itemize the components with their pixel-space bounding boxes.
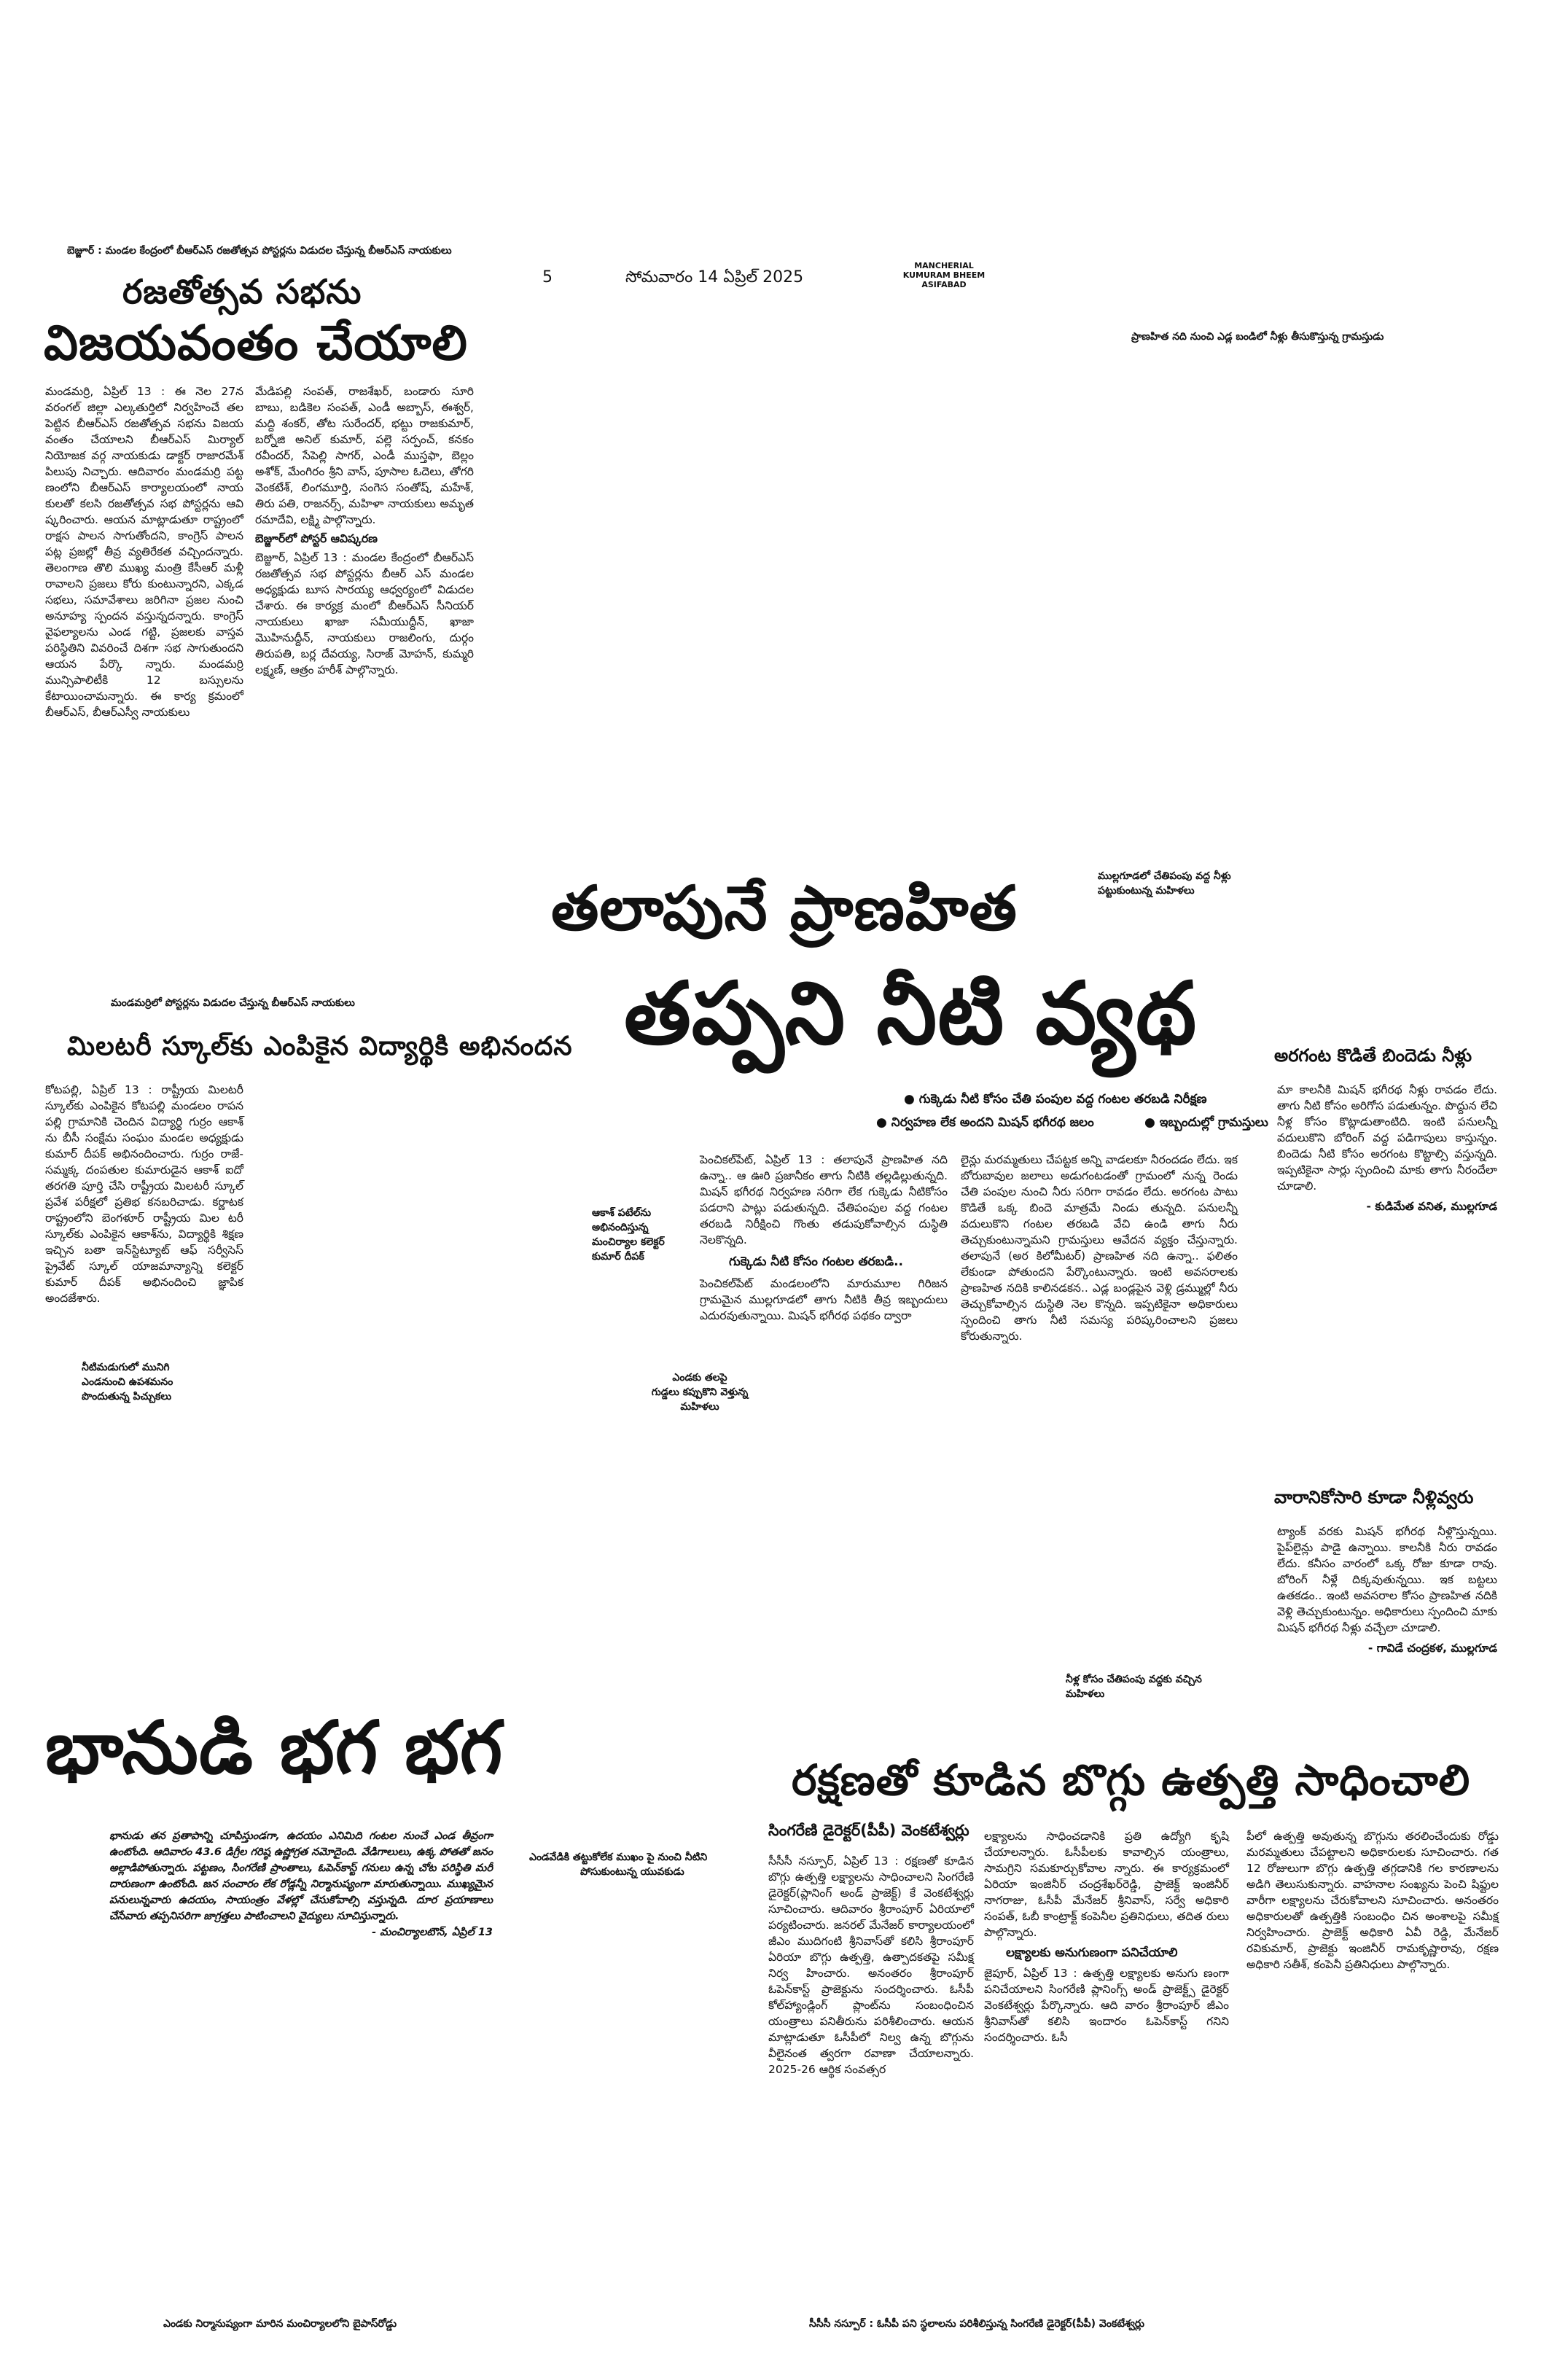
sidebar2-body bbox=[1277, 1523, 1497, 1656]
caption-line: కుమార్ దీపక్ bbox=[592, 1251, 644, 1263]
sidebar2-byline: - గావిడే చంద్రకళ, ముల్లగూడ bbox=[1367, 1642, 1497, 1655]
story2-body-text: కోటపల్లి, ఏప్రిల్ 13 : రాష్ట్రీయ మిలటరీ స్కూల్‌కు ఎంపికైన కోటపల్లి మండలం రాపన పల్లి గ్రామానికి చెందిన విద్యార్థి గుర్రం ఆకాశ్‌ ను బీసీ సంక్షేమ సంఘం మండల అధ్యక్షుడు కుమార్ దీపక్ అభినందించారు. గుర్రం రాజే-సమ్మక్క దంపతుల కుమారుడైన ఆకాశ్ ఐదో తరగతి పూర్తి చేసి రాష్ట్రీయ మిలటరీ స్కూల్ ప్రవేశ పరీక్షలో ప్రతిభ కనబరిచాడు. కర్ణాటక రాష్ట్రంలోని బెంగళూర్ రాష్ట్రీయ మిల టరీ స్కూల్‌కు ఎంపికైన ఆకాశ్‌ను, విద్యార్థికి శిక్షణ ఇచ్చిన బతా ఇన్‌స్టిట్యూట్ ఆఫ్ సర్వీసెస్ ప్రైవేట్ స్కూల్ యాజమాన్యాన్ని కలెక్టర్ కుమార్ దీపక్ అభినందించి జ్ఞాపిక అందజేశారు. bbox=[45, 1083, 243, 1305]
story4-col1-text: సీసీసీ నస్పూర్, ఏప్రిల్ 13 : రక్షణతో కూడిన బొగ్గు ఉత్పత్తి లక్ష్యాలను సాధించాలని సింగరేణి డైరెక్టర్(ప్లానింగ్ అండ్ ప్రాజెక్ట్) కే వెంకటేశ్వర్లు సూచించారు. ఆదివారం శ్రీరాంపూర్ ఏరియాలో పర్యటించారు. జనరల్ మేనేజర్ కార్యాలయంలో జీఎం ముదిగంటి శ్రీనివాస్‌తో కలిసి శ్రీరాంపూర్ ఏరియా బొగ్గు ఉత్పత్తి, ఉత్పాదకతపై సమీక్ష నిర్వ హించారు. అనంతరం శ్రీరాంపూర్ ఓపెన్‌కాస్ట్ ప్రాజెక్టును సందర్శించారు. ఓసీపీ కోల్‌హ్యాండ్లింగ్ ప్లాంట్‌ను సంబంధించిన యంత్రాలు పనితీరును పరిశీలించారు. ఆయన మాట్లాడుతూ ఓసీపీలో నిల్వ ఉన్న బొగ్గును వీలైనంత త్వరగా రవాణా చేయాలన్నారు. 2025-26 ఆర్థిక సంవత్సర bbox=[768, 1854, 974, 2076]
caption-line: గుడ్డలు కప్పుకొని వెళ్తున్న bbox=[651, 1386, 749, 1398]
story4-headline: రక్షణతో కూడిన బొగ్గు ఉత్పత్తి సాధించాలి bbox=[792, 1755, 1471, 1805]
caption-line: నీటిమడుగులో మునిగి bbox=[82, 1362, 170, 1373]
story1-photo-caption: బెజ్జూర్ : మండల కేంద్రంలో బీఆర్ఎస్ రజతోత్సవ పోస్టర్లను విడుదల చేస్తున్న బీఆర్ఎస్ నాయకులు bbox=[67, 245, 452, 257]
story4-column-1 bbox=[768, 1853, 974, 2077]
caption-line: ముల్లగూడలో చేతిపంపు వద్ద నీళ్లు bbox=[1098, 870, 1231, 882]
caption-line: పోసుకుంటున్న యువకుడు bbox=[580, 1866, 684, 1878]
sidebar1-title: అరగంట కొడితే బిందెడు నీళ్లు bbox=[1274, 1045, 1472, 1066]
lead-bullet-text: నిర్వహణ లేక అందని మిషన్ భగీరథ జలం bbox=[891, 1115, 1094, 1130]
caption-line: మహిళలు bbox=[1066, 1688, 1105, 1700]
caption-bottom-left: ఎండకు నిర్మానుష్యంగా మారిన మంచిర్యాలలోని బైపాస్‌రోడ్డు bbox=[163, 2318, 397, 2330]
lead-column-1 bbox=[700, 1152, 948, 1324]
caption-gundlam bbox=[82, 1360, 257, 1404]
sidebar1-body bbox=[1277, 1082, 1497, 1214]
caption-line: మంచిర్యాల కలెక్టర్ bbox=[592, 1236, 665, 1248]
story4-col2-text: లక్ష్యాలను సాధించడానికి ప్రతి ఉద్యోగి కృషి చేయాలన్నారు. ఓసీపీలకు కావాల్సిన యంత్రాలు, సామగ్రిని సమకూర్చుకోవాల న్నారు. ఈ కార్యక్రమంలో ఏరియా ఇంజినీర్ చంద్రశేఖర్‌రెడ్డి, ప్రాజెక్ట్ ఇంజినీర్ నాగరాజు, ఓసీపీ మేనేజర్ శ్రీనివాస్, సర్వే అధికారి సంపత్, ఓబీ కాంట్రాక్ట్ కంపెనీల ప్రతినిధులు, తదిత రులు పాల్గొన్నారు. bbox=[984, 1830, 1229, 1939]
edition-line: KUMURAM BHEEM bbox=[902, 270, 986, 280]
story3-text: భానుడు తన ప్రతాపాన్ని చూపిస్తుండగా, ఉదయం ఎనిమిది గంటల నుంచే ఎండ తీవ్రంగా ఉంటోంది. ఆదివారం 43.6 డిగ్రీల గరిష్ఠ ఉష్ణోగ్రత నమోదైంది. వేడిగాలులు, ఉక్క పోతతో జనం అల్లాడిపోతున్నారు. పట్టణం, సింగరేణి ప్రాంతాలు, ఓపెన్‌కాస్ట్ గనులు ఉన్న చోట పరిస్థితి మరీ దారుణంగా ఉంటోంది. జన సంచారం లేక రోడ్లన్నీ నిర్మానుష్యంగా మారుతున్నాయి. ముఖ్యమైన పనులున్నవారు ఉదయం, సాయంత్రం వేళల్లో చేసుకోవాల్సి వస్తున్నది. దూర ప్రయాణాలు చేసేవారు తప్పనిసరిగా జాగ్రత్తలు పాటించాలని వైద్యులు సూచిస్తున్నారు. bbox=[109, 1830, 493, 1922]
story1-headline: విజయవంతం చేయాలి bbox=[44, 315, 468, 371]
story1-column-1 bbox=[45, 383, 243, 720]
caption-line: పొందుతున్న పిచ్చుకలు bbox=[82, 1391, 172, 1402]
sidebar1-text: మా కాలనీకి మిషన్ భగీరథ నీళ్లు రావడం లేదు. తాగు నీటి కోసం అరిగోస పడుతున్నం. పొద్దున లేచి నీళ్ల కోసం కొట్లాడుతాంటిది. ఇంటి పనులన్నీ వదులుకొని బోరింగ్ వద్ద పడిగాపులు కాస్తున్నం. బిందెడు నీటి కోసం అరగంట కొట్టాల్సి వస్తున్నది. ఇప్పటికైనా సార్లు స్పందించి మాకు తాగు నీరందేలా చూడాలి. bbox=[1277, 1083, 1497, 1193]
story3-headline: భానుడి భగ భగ bbox=[45, 1705, 504, 1790]
caption-line: ఆకాశ్ పటేల్‌ను bbox=[592, 1207, 652, 1219]
caption-line: నీళ్ల కోసం చేతిపంపు వద్దకు వచ్చిన bbox=[1066, 1674, 1202, 1685]
story4-col3-text: పీలో ఉత్పత్తి అవుతున్న బొగ్గును తరలించేందుకు రోడ్డు మరమ్మతులు చేపట్టాలని అధికారులకు సూచించారు. గత 12 రోజులుగా బొగ్గు ఉత్పత్తి తగ్గడానికి గల కారణాలను అడిగి తెలుసుకున్నారు. వాహనాల సంఖ్యను పెంచి షిఫ్టుల వారీగా లక్ష్యాలను చేరుకోవాలని సూచించారు. అనంతరం అధికారులతో ఉత్పత్తికి సంబంధిం చిన అంశాలపై సమీక్ష నిర్వహించారు. ప్రాజెక్ట్ అధికారి ఏవీ రెడ్డి, మేనేజర్ రవికుమార్, ప్రాజెక్టు ఇంజినీర్ రామకృష్ణారావు, రక్షణ అధికారి సతీశ్, కంపెనీ ప్రతినిధులు పాల్గొన్నారు. bbox=[1246, 1830, 1499, 1971]
lead-column-2 bbox=[961, 1152, 1238, 1344]
caption-right-mid bbox=[1066, 1672, 1255, 1701]
caption-line: ఎండవేడికి తట్టుకోలేక ముఖం పై నుంచి నీటిని bbox=[529, 1852, 708, 1863]
story1-col1-text: మండమర్రి, ఏప్రిల్ 13 : ఈ నెల 27న వరంగల్ జిల్లా ఎల్కతుర్తిలో నిర్వహించే తల పెట్టిన బీఆర్ఎస్ రజతోత్సవ సభను విజయ వంతం చేయాలని బీఆర్ఎస్ మిర్యాల్ నియోజక వర్గ నాయకుడు డాక్టర్ రాజారమేశ్ పిలుపు నిచ్చారు. ఆదివారం మండమర్రి పట్ట ణంలోని బీఆర్ఎస్ కార్యాలయంలో నాయ కులతో కలసి రజతోత్సవ సభ పోస్టర్లను ఆవి ష్కరించారు. ఆయన మాట్లాడుతూ రాష్ట్రంలో రాక్షస పాలన సాగుతోందని, కాంగ్రెస్ పాలన పట్ల ప్రజల్లో తీవ్ర వ్యతిరేకత వచ్చిందన్నారు. తెలంగాణ తొలి ముఖ్య మంత్రి కేసీఆర్ మళ్లీ రావాలని ప్రజలు కోరు కుంటున్నారని, ఎక్కడ సభలు, సమావేశాలు జరిగినా ప్రజల నుంచి అనూహ్య స్పందన వస్తున్నదన్నారు. కాంగ్రెస్ వైఫల్యాలను ఎండ గట్టి, ప్రజలకు వాస్తవ పరిస్థితిని వివరించే దిశగా సభ సాగుతుందని ఆయన పేర్కొ న్నారు. మండమర్రి మున్సిపాలిటీకి 12 బస్సులను కేటాయించామన్నారు. ఈ కార్య క్రమంలో బీఆర్ఎస్, బీఆర్ఎస్వీ నాయకులు bbox=[45, 385, 243, 719]
caption-line: ఎండనుంచి ఉపశమనం bbox=[82, 1376, 173, 1388]
caption-women-sun bbox=[612, 1370, 787, 1414]
top-right-photo-caption: ప్రాణహిత నది నుంచి ఎడ్ల బండిలో నీళ్లు తీసుకొస్తున్న గ్రామస్తుడు bbox=[1131, 331, 1384, 343]
caption-line: పట్టుకుంటున్న మహిళలు bbox=[1098, 885, 1195, 897]
story3-byline: - మంచిర్యాలటౌన్, ఏప్రిల్ 13 bbox=[372, 1927, 493, 1938]
story2-photo-caption: మండమర్రిలో పోస్టర్లను విడుదల చేస్తున్న బీఆర్ఎస్ నాయకులు bbox=[111, 997, 355, 1009]
story1-column-2 bbox=[255, 383, 474, 678]
story2-headline: మిలటరీ స్కూల్‌కు ఎంపికైన విద్యార్థికి అభినందన bbox=[67, 1031, 573, 1061]
page-number: 5 bbox=[542, 268, 553, 286]
lead-col1-subhead: గుక్కెడు నీటి కోసం గంటల తరబడి.. bbox=[729, 1255, 904, 1269]
edition-line: ASIFABAD bbox=[921, 280, 967, 289]
story1-col2b-text: బెజ్జూర్, ఏప్రిల్ 13 : మండల కేంద్రంలో బీఆర్ఎస్ రజతోత్సవ సభ పోస్టర్లను బీఆర్ ఎస్ మండల అధ్యక్షుడు బూస సారయ్య ఆధ్వర్యంలో విడుదల చేశారు. ఈ కార్యక్ర మంలో బీఆర్ఎస్ సీనియర్ నాయకులు ఖాజా సమీయుద్దీన్, ఖాజా మొహినుద్దీన్, నాయకులు రాజలింగు, దుర్గం తిరుపతి, బర్ల దేవయ్య, సిరాజ్ మోహన్, కుమ్మరి లక్ష్మణ్, ఆత్రం హరీశ్ పాల్గొన్నారు. bbox=[255, 551, 474, 676]
caption-line: మహిళలు bbox=[680, 1401, 719, 1413]
lead-col2-text: లైన్లు మరమ్మతులు చేపట్టక అన్ని వాడలకూ నీరందడం లేదు. ఇక బోరుబావుల జలాలు అడుగంటడంతో గ్రామంలో నున్న రెండు చేతి పంపుల నుంచి నీరు సరిగా రావడం లేదు. అరగంట పాటు కొడితే ఒక్క బిందె మాత్రమే నిండు తున్నది. పనులన్నీ వదులుకొని గంటల తరబడి వేచి ఉండి తాగు నీరు తెచ్చుకుంటున్నామని గ్రామస్తులు ఆవేదన వ్యక్తం చేస్తున్నారు. తలాపునే (అర కిలోమీటర్) ప్రాణహిత నది ఉన్నా.. ఫలితం లేకుండా పోతుందని పేర్కొంటున్నారు. ఇంటి అవసరాలకు ప్రాణహిత నదికి కాలినడకన.. ఎడ్ల బండ్లపైన వెళ్లి డ్రమ్ముల్లో నీరు తెచ్చుకోవాల్సిన దుస్థితి నెల కొన్నది. ఇప్పటికైనా అధికారులు స్పందించి తాగు నీటి సమస్య పరిష్కరించాలని ప్రజలు కోరుతున్నారు. bbox=[961, 1153, 1238, 1343]
sidebar2-title: వారానికోసారి కూడా నీళ్లివ్వరు bbox=[1274, 1487, 1474, 1507]
story3-body bbox=[109, 1828, 493, 1940]
page-date: సోమవారం 14 ఏప్రిల్ 2025 bbox=[625, 268, 804, 286]
lead-bullet-text: ఇబ్బందుల్లో గ్రామస్తులు bbox=[1159, 1115, 1268, 1130]
sidebar1-byline: - కుడిమేత వనిత, ముల్లగూడ bbox=[1366, 1200, 1497, 1213]
sidebar2-text: ట్యాంక్ వరకు మిషన్ భగీరథ నీళ్లొస్తున్నయి. పైప్‌లైన్లు పాడై ఉన్నాయి. కాలనీకి నీరు రావడం లేదు. కనీసం వారంలో ఒక్క రోజు కూడా రావు. బోరింగ్ నీళ్లే దిక్కవుతున్నయి. ఇక బట్టలు ఉతకడం.. ఇంటి అవసరాల కోసం ప్రాణహిత నదికి వెళ్లి తెచ్చుకుంటున్నం. అధికారులు స్పందించి మాకు మిషన్ భగీరథ నీళ్లు వచ్చేలా చూడాలి. bbox=[1277, 1525, 1497, 1634]
lead-col1b-text: పెంచికల్‌పేట్ మండలంలోని మారుమూల గిరిజన గ్రామమైన ముల్లగూడలో తాగు నీటికి తీవ్ర ఇబ్బందులు ఎదురవుతున్నాయి. మిషన్ భగీరథ పథకం ద్వారా bbox=[700, 1277, 948, 1322]
story1-col2-text: మేడిపల్లి సంపత్, రాజశేఖర్, బండారు సూరి బాబు, బడికెల సంపత్, ఎండీ అబ్బాస్, ఈశ్వర్, మద్ది శంకర్, తోట సురేందర్, భట్టు రాజకుమార్, బర్నోజి అనిల్ కుమార్, పల్లె సర్పంచ్, కనకం రవీందర్, సేపెల్లి సాగర్, ఎండీ ముస్తఫా, బెల్లం అశోక్, మేంగిరం శ్రీని వాస్, పూసాల ఓదెలు, తోగరి వెంకటేశ్, లింగమూర్తి, సంగెస సంతోష్, మహేశ్, తిరు పతి, రాజనర్స్, మహిళా నాయకులు అమృత రమాదేవి, లక్ష్మి పాల్గొన్నారు. bbox=[255, 385, 474, 526]
story4-subhead: సింగరేణి డైరెక్టర్(పీపీ) వెంకటేశ్వర్లు bbox=[768, 1822, 969, 1839]
story1-kicker: రజతోత్సవ సభను bbox=[122, 272, 362, 311]
story1-subhead: బెజ్జూర్‌లో పోస్టర్ ఆవిష్కరణ bbox=[255, 532, 378, 545]
lead-col1-text: పెంచికల్‌పేట్, ఏప్రిల్ 13 : తలాపునే ప్రాణహిత నది ఉన్నా.. ఆ ఊరి ప్రజానీకం తాగు నీటికి తల్లడిల్లుతున్నది. మిషన్ భగీరథ నిర్వహణ సరిగా లేక గుక్కెడు నీటికోసం పడరాని పాట్లు పడుతున్నది. చేతిపంపుల వద్ద గంటల తరబడి నిరీక్షించి గొంతు తడుపుకోవాల్సిన దుస్థితి నెలకొన్నది. bbox=[700, 1153, 948, 1246]
lead-kicker: తలాపునే ప్రాణహిత bbox=[551, 873, 1018, 944]
lead-bullet: ● నిర్వహణ లేక అందని మిషన్ భగీరథ జలం bbox=[876, 1115, 1094, 1130]
caption-right-top bbox=[1098, 869, 1280, 898]
caption-line: ఎండకు తలపై bbox=[672, 1372, 727, 1384]
lead-headline: తప్పని నీటి వ్యథ bbox=[624, 963, 1198, 1064]
story4-col2b-text: జైపూర్, ఏప్రిల్ 13 : ఉత్పత్తి లక్ష్యాలకు అనుగు ణంగా పనిచేయాలని సింగరేణి ప్లానింగ్స్ అండ్ ప్రాజెక్ట్స్ డైరెక్టర్ వెంకటేశ్వర్లు పేర్కొన్నారు. ఆది వారం శ్రీరాంపూర్ జీఎం శ్రీనివాస్‌తో కలిసి ఇందారం ఓపెన్‌కాస్ట్ గనిని సందర్శించారు. ఓసీ bbox=[984, 1967, 1229, 2044]
caption-bottom-mid bbox=[529, 1850, 777, 1879]
lead-bullet: ● ఇబ్బందుల్లో గ్రామస్తులు bbox=[1144, 1115, 1268, 1130]
story4-column-2 bbox=[984, 1828, 1229, 2045]
story2-body bbox=[45, 1082, 243, 1306]
story4-col2-subhead: లక్ష్యాలకు అనుగుణంగా పనిచేయాలి bbox=[1006, 1946, 1178, 1960]
story4-column-3 bbox=[1246, 1828, 1499, 1973]
edition-name bbox=[889, 261, 999, 289]
lead-bullet-text: గుక్కెడు నీటి కోసం చేతి పంపుల వద్ద గంటల తరబడి నిరీక్షణ bbox=[918, 1092, 1207, 1107]
edition-line: MANCHERIAL bbox=[914, 261, 974, 270]
caption-line: అభినందిస్తున్న bbox=[592, 1222, 649, 1233]
caption-bottom-right: సీసీసీ నస్పూర్ : ఓసీపీ పని స్థలాలను పరిశీలిస్తున్న సింగరేణి డైరెక్టర్(పీపీ) వెంకటేశ్వర్లు bbox=[809, 2318, 1145, 2330]
lead-bullet: ● గుక్కెడు నీటి కోసం చేతి పంపుల వద్ద గంటల తరబడి నిరీక్షణ bbox=[904, 1092, 1207, 1107]
